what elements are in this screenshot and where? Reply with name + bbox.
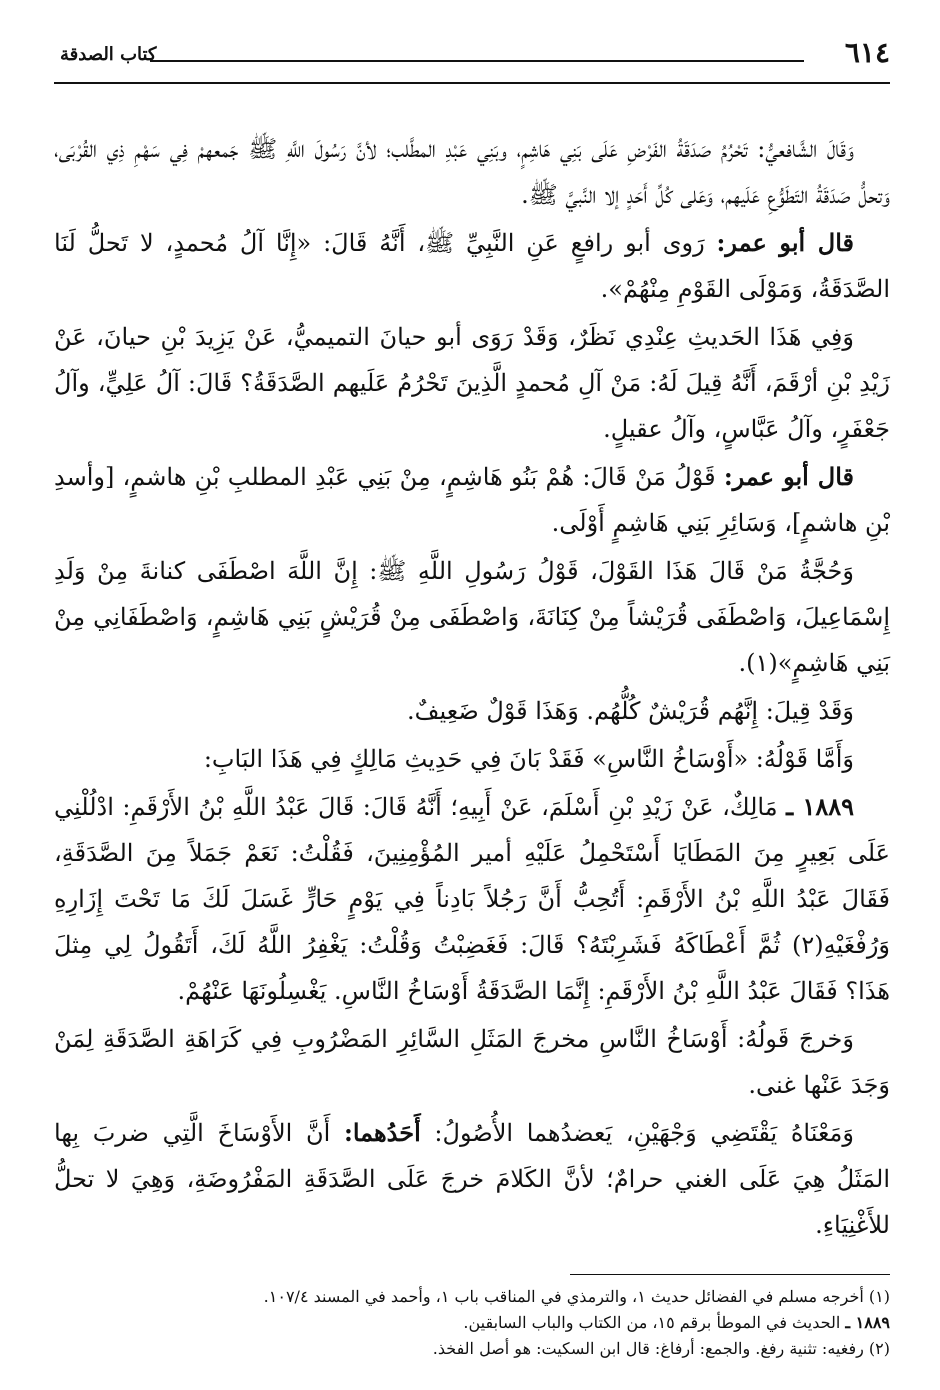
paragraph: وَقَدْ قِيلَ: إِنَّهُم قُرَيْشٌ كُلُّهُم. وَهَذَا قَوْلٌ ضَعِيفٌ. xyxy=(407,697,854,725)
footnotes xyxy=(54,1284,890,1362)
paragraph: وَقَالَ الشَّافعيُّ: تَحْرُمُ صَدَقَةُ الفَرْضِ عَلَى بَنِي هَاشِمٍ، وبَنِي عَبْدِ المطَّلب؛ لأنَّ رَسُولَ اللَّهِ ﷺ جَمعهمْ فِي سَهْمِ ذِي القُرْبَى، وَتحلُّ صَدَقَةُ التَطَوُّعِ عَلَيهم، وَعَلى كُلِّ أَحَدٍ إلا النَّبيَّ ﷺ. xyxy=(54,135,890,209)
paragraph-text: قَوْلُ مَنْ قَالَ: هُمْ بَنُو هَاشِمٍ، مِنْ بَنِي عَبْدِ المطلبِ بْنِ هاشمٍ، [وأسدِ بْنِ هاشمٍ]، وَسَائِرِ بَنِي هَاشِمٍ أَوْلَى. xyxy=(54,463,890,537)
paragraph xyxy=(54,1110,890,1248)
page-header xyxy=(40,30,900,72)
footnote: (١) أخرجه مسلم في الفضائل حديث ١، والترمذي في المناقب باب ١، وأحمد في المسند ١٠٧/٤. xyxy=(263,1287,890,1306)
speaker-label: قال أبو عمر: xyxy=(716,228,854,257)
document-page xyxy=(40,30,900,1360)
header-line xyxy=(150,60,804,62)
paragraph: وَأَمَّا قَوْلُهُ: «أَوْسَاخُ النَّاسِ» فَقَدْ بَانَ فِي حَدِيثِ مَالِكٍ فِي هَذَا البَابِ: xyxy=(203,745,854,773)
footnote xyxy=(54,1310,890,1336)
page-number: ٦١٤ xyxy=(844,36,890,69)
speaker-label: قال أبو عمر: xyxy=(723,462,854,491)
paragraph: وَفِي هَذَا الحَديثِ عِنْدِي نَظَرٌ، وَقَدْ رَوَى أبو حيانَ التميميُّ، عَنْ يَزِيدَ بْنِ حيانَ، عَنْ زَيْدِ بْنِ أرْقَمَ، أَنَّهُ قِيلَ لَهُ: مَنْ آلِ مُحمدٍ الَّذِينَ تَحْرُمُ عَلَيهم الصَّدَقَةُ؟ قَالَ: آلُ عَلِيٍّ، وآلُ جَعْفَرٍ، وآلُ عَبَّاسٍ، وآلُ عقيلٍ. xyxy=(54,323,890,443)
paragraph-text: وَمَعْنَاهُ يَقْتَضِي وَجْهَيْنِ، يَعضدُهما الأُصُولُ: xyxy=(420,1119,855,1147)
footnote: (٢) رفغيه: تثنية رفغ. والجمع: أرفاغ: قال ابن السكيت: هو أصل الفخذ. xyxy=(432,1339,890,1358)
paragraph xyxy=(54,784,890,1014)
paragraph-text: مَالِكٌ، عَنْ زَيْدِ بْنِ أَسْلَمَ، عَنْ أَبِيهِ؛ أَنَّهُ قَالَ: قَالَ عَبْدُ اللَّهِ بْنُ الأَرْقَمِ: ادْلُلْنِي عَلَى بَعِيرٍ مِنَ المَطَايَا أَسْتَحْمِلُ عَلَيْهِ أمير المُؤْمِنِينَ، فَقُلْتُ: نَعَمْ جَمَلاً مِنَ الصَّدَقَةِ، فَقَالَ عَبْدُ اللَّهِ بْنُ الأَرْقَمِ: أَتُحِبُّ أَنَّ رَجُلاً بَادِناً فِي يَوْمٍ حَارٍّ غَسَلَ لَكَ مَا تَحْتَ إِزَارِهِ وَرُفْغَيْهِ(٢) ثُمَّ أَعْطَاكَهُ فَشَرِبْتَهُ؟ قَالَ: فَغَضِبْتُ وَقُلْتُ: يَغْفِرُ اللَّهُ لَكَ، أَتَقُولُ لِي مِثلَ هَذَا؟ فَقَالَ عَبْدُ اللَّهِ بْنُ الأَرْقَمِ: إِنَّمَا الصَّدَقَةُ أَوْسَاخُ النَّاسِ. يَغْسِلُونَهَا عَنْهُمْ. xyxy=(54,793,890,1005)
paragraph-text: أَنَّ الأَوْسَاخَ الَّتِي ضربَ بِها المَثَلُ هِيَ عَلَى الغني حرامٌ؛ لأنَّ الكَلامَ خرجَ عَلَى الصَّدَقَةِ المَفْرُوضَةِ، وَهِيَ لا تحلُّ للأَغْنِيَاءِ. xyxy=(54,1119,890,1239)
footnote-rule xyxy=(570,1274,890,1275)
paragraph xyxy=(54,220,890,312)
hadith-number: ١٨٨٩ ـ xyxy=(786,792,854,821)
footnote-text: الحديث في الموطأ برقم ١٥، من الكتاب والباب السابقين. xyxy=(463,1313,846,1332)
point-label: أَحَدُهما: xyxy=(343,1118,421,1147)
paragraph-text: رَوى أبو رافعٍ عَنِ النَّبِيِّ ﷺ، أَنَّهُ قَالَ: «إِنَّا آلُ مُحمدٍ، لا تَحلُّ لَنَا الصَّدَقَةُ، وَمَوْلَى القَوْمِ مِنْهُمْ». xyxy=(54,229,890,303)
paragraph: وَخرجَ قَولُهُ: أَوْسَاخُ النَّاسِ مخرجَ المَثَلِ السَّائِرِ المَضْرُوبِ فِي كَرَاهَةِ الصَّدَقَةِ لِمَنْ وَجَدَ عَنْها غنى. xyxy=(54,1025,890,1099)
chapter-title: كتاب الصدقة xyxy=(60,44,157,65)
main-text xyxy=(54,126,890,1250)
header-rule xyxy=(54,82,890,84)
footnote-number: ١٨٨٩ ـ xyxy=(845,1313,890,1332)
paragraph: وَحُجَّةُ مَنْ قَالَ هَذَا القَوْلَ، قَوْلُ رَسُولِ اللَّهِ ﷺ: إِنَّ اللَّهَ اصْطَفَى كنانةَ مِنْ وَلَدِ إِسْمَاعِيلَ، وَاصْطَفَى قُرَيْشاً مِنْ كِنَانَةَ، وَاصْطَفَى مِنْ قُرَيْشٍ بَنِي هَاشِمٍ، وَاصْطَفَانِي مِنْ بَنِي هَاشِمٍ»(١). xyxy=(54,557,890,677)
paragraph xyxy=(54,454,890,546)
